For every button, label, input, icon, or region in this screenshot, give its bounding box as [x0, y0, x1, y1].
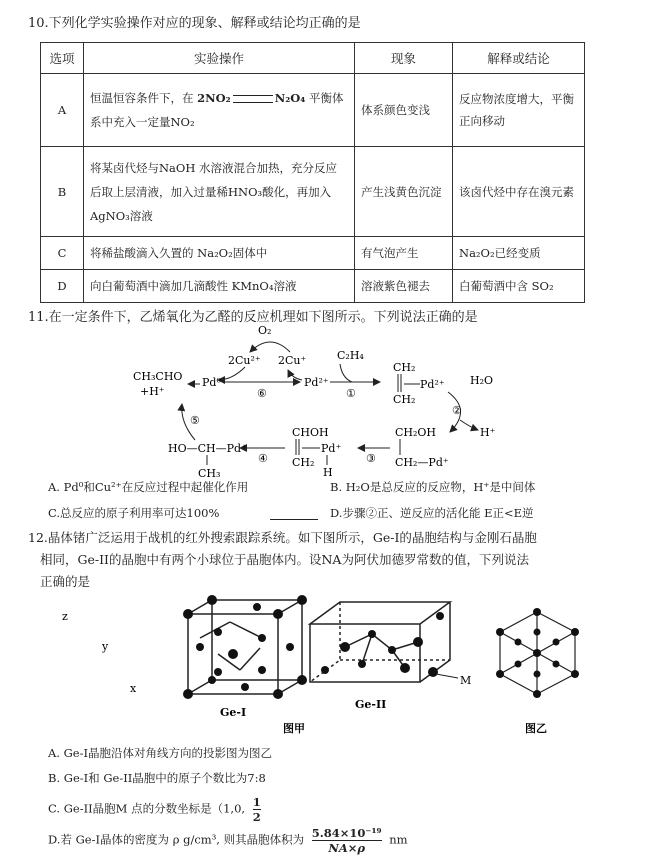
- row-operation: 向白葡萄酒中滴加几滴酸性 KMnO₄溶液: [84, 270, 355, 303]
- q11-option-d: D.步骤②正、逆反应的活化能 E正<E逆: [330, 506, 534, 520]
- label-ge2: Ge-II: [355, 698, 387, 711]
- row-option: B: [41, 147, 84, 237]
- pd2-label: Pd²⁺: [304, 376, 329, 389]
- q10-table: [40, 42, 585, 303]
- row-operation: 将某卤代烃与NaOH 水溶液混合加热，充分反应后取上层清液，加入过量稀HNO₃酸化，再加入 AgNO₃溶液: [84, 147, 355, 237]
- equilibrium-left: 2NO₂: [197, 91, 231, 105]
- table-row: [41, 270, 585, 303]
- blank-underline: [270, 519, 318, 520]
- pd-to-cu-arrow: [288, 370, 302, 380]
- label-fig-b: 图乙: [525, 722, 547, 735]
- row-conclusion: 白葡萄酒中含 SO₂: [453, 270, 585, 303]
- int-b-pd: Pd⁺: [321, 442, 342, 455]
- q12-option-c: C. Ge-II晶胞M 点的分数坐标是（1,0, $\frac{1}{2}$: [48, 795, 261, 824]
- cu-oxidation-arrow: [250, 342, 290, 352]
- int-b-top: CHOH: [292, 426, 329, 439]
- step1-label: ①: [346, 387, 356, 400]
- header-option: 选项: [41, 43, 84, 74]
- plus-h-label: +H⁺: [140, 385, 165, 398]
- reaction-mechanism-diagram: [0, 322, 658, 482]
- row-conclusion: 反应物浓度增大，平衡正向移动: [453, 74, 585, 147]
- label-ge1: Ge-I: [220, 706, 247, 719]
- int-c-bottom: CH₃: [198, 467, 221, 480]
- axis-z: z: [62, 610, 68, 623]
- o2-label: O₂: [258, 324, 272, 337]
- step2-label: ②: [452, 404, 462, 417]
- fraction-half: $\frac{1}{2}$: [252, 795, 261, 824]
- step3-label: ③: [366, 452, 376, 465]
- equilibrium-right: N₂O₄: [274, 91, 306, 105]
- equilibrium-arrow: [233, 95, 273, 103]
- int-b-h: H: [323, 466, 333, 479]
- q11-option-a: A. Pd⁰和Cu²⁺在反应过程中起催化作用: [48, 480, 249, 494]
- cu-label: 2Cu⁺: [278, 354, 307, 367]
- cu-to-pd-arrow: [218, 367, 245, 380]
- int-a-bottom: CH₂—Pd⁺: [395, 456, 449, 469]
- alkene-top: CH₂: [393, 361, 416, 374]
- table-header-row: [41, 43, 585, 74]
- step6-label: ⑥: [257, 387, 267, 400]
- alkene-bottom: CH₂: [393, 393, 416, 406]
- c2h4-arrow: [340, 364, 352, 382]
- row-option: D: [41, 270, 84, 303]
- q12-title-line1: 12.晶体锗广泛运用于战机的红外搜索跟踪系统。如下图所示，Ge-I的晶胞结构与金刚石晶胞: [28, 530, 537, 545]
- label-m: M: [460, 674, 472, 687]
- row-phenomenon: 有气泡产生: [355, 237, 453, 270]
- alkene-pd: Pd²⁺: [420, 378, 445, 391]
- table-row: [41, 74, 585, 147]
- q11-option-c: C.总反应的原子利用率可达100%: [48, 506, 220, 520]
- row-phenomenon: 溶液紫色褪去: [355, 270, 453, 303]
- row-phenomenon: 体系颜色变浅: [355, 74, 453, 147]
- header-conclusion: 解释或结论: [453, 43, 585, 74]
- q11-title: 11.在一定条件下，乙烯氧化为乙醛的反应机理如下图所示。下列说法正确的是: [28, 310, 478, 325]
- q12-option-d: D.若 Ge-I晶体的密度为 ρ g/cm³, 则其晶胞体积为 $\frac{\text{5.84×10⁻¹⁹}}{NA\times\rho}$ nm: [48, 826, 408, 855]
- crystal-figures: [0, 592, 658, 742]
- axis-x: x: [130, 682, 137, 695]
- header-phenomenon: 现象: [355, 43, 453, 74]
- h2o-label: H₂O: [470, 374, 494, 387]
- table-row: [41, 147, 585, 237]
- volume-fraction: $\frac{\text{5.84×10⁻¹⁹}}{NA\times\rho}$: [311, 826, 382, 855]
- step4-label: ④: [258, 452, 268, 465]
- q12-option-b: B. Ge-I和 Ge-II晶胞中的原子个数比为7:8: [48, 771, 266, 785]
- q12-title-line3: 正确的是: [40, 574, 91, 589]
- hplus-label: H⁺: [480, 426, 496, 439]
- q11-option-b: B. H₂O是总反应的反应物，H⁺是中间体: [330, 480, 536, 494]
- row-option: C: [41, 237, 84, 270]
- ge1-atoms: [183, 595, 307, 699]
- c2h4-label: C₂H₄: [337, 349, 364, 362]
- ge1-cell: [188, 600, 302, 694]
- m-pointer: [436, 674, 458, 678]
- row-operation: 将稀盐酸滴入久置的 Na₂O₂固体中: [84, 237, 355, 270]
- int-a-top: CH₂OH: [395, 426, 437, 439]
- q10-title: 10.下列化学实验操作对应的现象、解释或结论均正确的是: [28, 16, 361, 31]
- row-phenomenon: 产生浅黄色沉淀: [355, 147, 453, 237]
- cu2-label: 2Cu²⁺: [228, 354, 261, 367]
- q12-title-line2: 相同，Ge-II的晶胞中有两个小球位于晶胞体内。设NA为阿伏加德罗常数的值，下列说法: [40, 552, 529, 567]
- ch3cho-label: CH₃CHO: [133, 370, 183, 383]
- label-fig-a: 图甲: [283, 722, 305, 735]
- hplus-arrow: [460, 420, 478, 430]
- int-c-top: HO—CH—Pd⁺: [168, 442, 247, 455]
- header-operation: 实验操作: [84, 43, 355, 74]
- int-b-bottom: CH₂: [292, 456, 315, 469]
- step5-label: ⑤: [190, 414, 200, 427]
- q12-option-a: A. Ge-I晶胞沿体对角线方向的投影图为图乙: [48, 746, 273, 760]
- row-option: A: [41, 74, 84, 147]
- table-row: [41, 237, 585, 270]
- row-conclusion: Na₂O₂已经变质: [453, 237, 585, 270]
- row-operation: 恒温恒容条件下，在 2NO₂ N₂O₄ 平衡体系中充入一定量NO₂: [84, 74, 355, 147]
- axis-y: y: [102, 640, 109, 653]
- pd0-label: Pd⁰: [202, 376, 221, 389]
- row-conclusion: 该卤代烃中存在溴元素: [453, 147, 585, 237]
